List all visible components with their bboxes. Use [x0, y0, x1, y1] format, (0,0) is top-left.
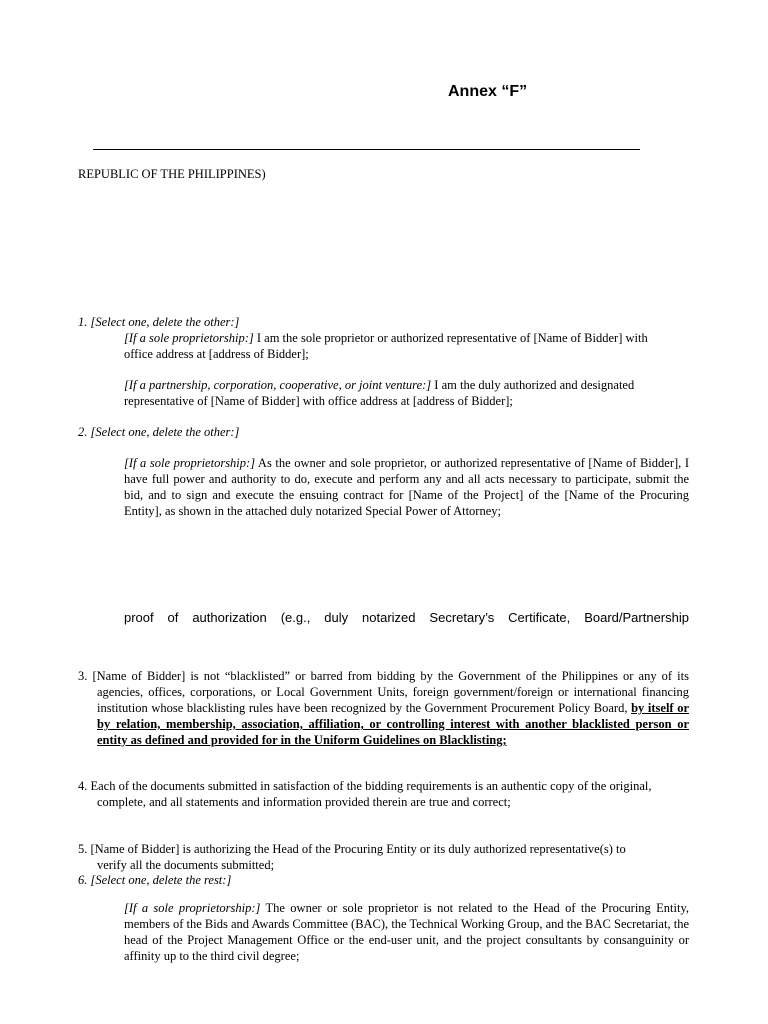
item6-p1-text: The owner or sole proprietor is not related to the Head of the Procuring Entity, members of the Bids and Awards Committee (BAC), the Technical Working Group, and the BAC Secretariat, the head of the Project Management Office or the end-user unit, and the project consultants by consanguinity or affinity up to the third civil degree;	[124, 901, 690, 963]
item1-paragraph2	[124, 377, 669, 409]
item4-paragraph: 4. Each of the documents submitted in satisfaction of the bidding requirements is an authentic copy of the original, complete, and all statements and information provided therein are true and correct;	[78, 779, 652, 809]
item2-p1-text: As the owner and sole proprietor, or authorized representative of [Name of Bidder], I have full power and authority to do, execute and perform any and all acts necessary to participate, submit the bid, and to sign and execute the ensuing contract for [Name of the Project] of the [Name of the Procuring Entity], as shown in the attached duly notarized Special Power of Attorney;	[124, 456, 689, 518]
item2-heading: 2. [Select one, delete the other:]	[78, 425, 240, 439]
item5-paragraph: 5. [Name of Bidder] is authorizing the Head of the Procuring Entity or its duly authorized representative(s) to verify all the documents submitted;	[78, 842, 626, 872]
item2-p1-italic: [If a sole proprietorship:]	[124, 456, 256, 470]
item2-paragraph1	[124, 455, 689, 519]
signature-line	[93, 149, 640, 150]
item3-blacklisting-clause: by itself or by relation, membership, association, affiliation, or controlling interest with another blacklisted person or entity as defined and provided for in the Uniform Guidelines on Blacklisting;	[97, 701, 689, 747]
republic-heading: REPUBLIC OF THE PHILIPPINES)	[78, 167, 266, 181]
item1-paragraph1	[124, 330, 669, 362]
annex-title: Annex “F”	[448, 83, 528, 100]
item6-heading: 6. [Select one, delete the rest:]	[78, 873, 232, 887]
item3-text: 3. [Name of Bidder] is not “blacklisted” or barred from bidding by the Government of the Philippines or any of its agencies, offices, corporations, or Local Government Units, foreign government/foreign or international financing institution whose blacklisting rules have been recognized by the Government Procurement Policy Board,	[78, 669, 689, 715]
item6-paragraph1	[124, 900, 689, 964]
item3-paragraph	[78, 668, 689, 748]
item1-p2-text: I am the duly authorized and designated representative of [Name of Bidder] with office address at [address of Bidder];	[124, 378, 635, 408]
item2-authorization-fragment: proof of authorization (e.g., duly notarized Secretary’s Certificate, Board/Partnership	[124, 610, 689, 625]
item1-heading: 1. [Select one, delete the other:]	[78, 315, 240, 329]
item6-p1-italic: [If a sole proprietorship:]	[124, 901, 261, 915]
item1-p1-text: I am the sole proprietor or authorized representative of [Name of Bidder] with office address at [address of Bidder];	[124, 331, 648, 361]
item1-p2-italic: [If a partnership, corporation, cooperative, or joint venture:]	[124, 378, 432, 392]
item1-p1-italic: [If a sole proprietorship:]	[124, 331, 254, 345]
